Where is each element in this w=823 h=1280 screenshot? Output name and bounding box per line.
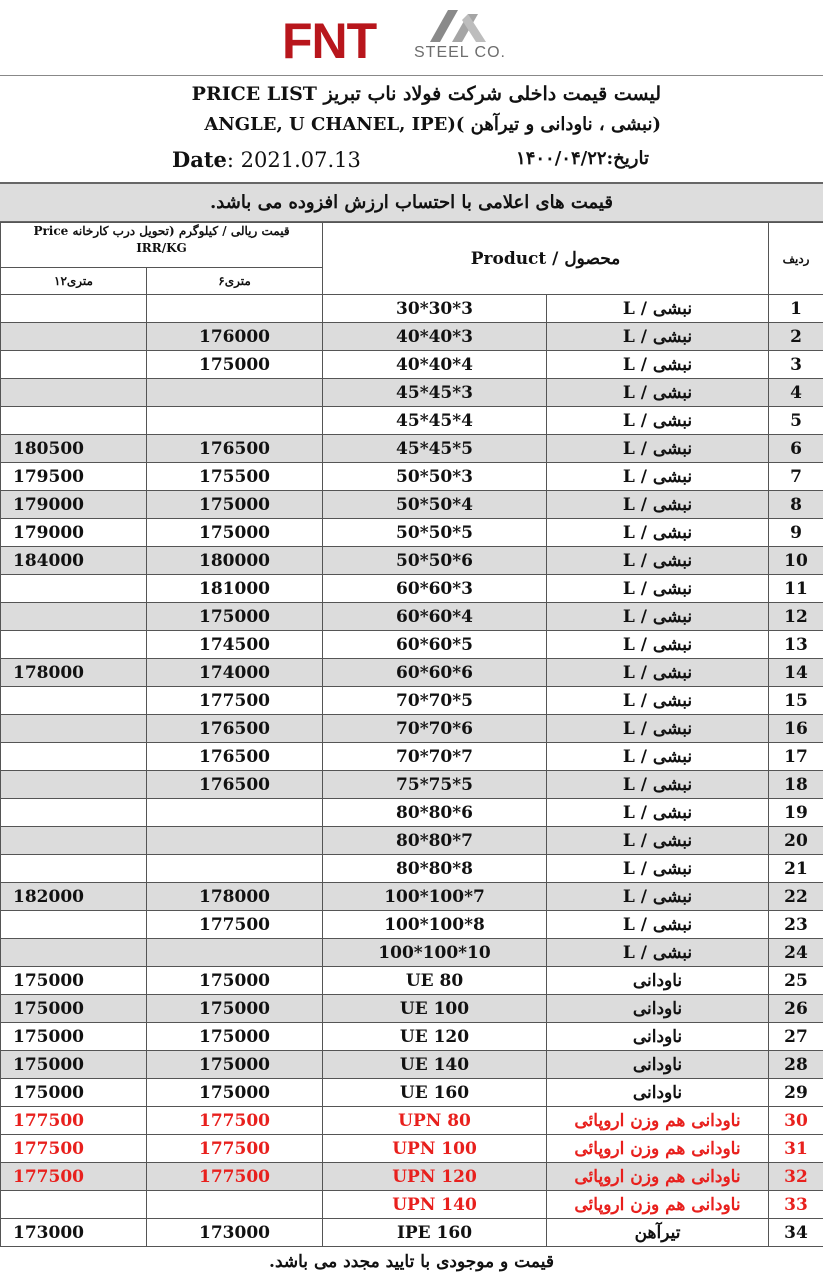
price-12m-cell: 177500: [1, 1135, 147, 1163]
row-number-cell: 32: [769, 1163, 823, 1191]
product-name-cell: نبشی / L: [547, 351, 769, 379]
product-size-cell: 70*70*6: [323, 715, 547, 743]
row-number-cell: 2: [769, 323, 823, 351]
table-row: [1, 799, 823, 827]
table-row: [1, 939, 823, 967]
price-12m-cell: 177500: [1, 1107, 147, 1135]
price-6m-cell: 175000: [147, 1079, 323, 1107]
product-name-cell: نبشی / L: [547, 743, 769, 771]
price-6m-cell: 181000: [147, 575, 323, 603]
table-row: [1, 351, 823, 379]
price-12m-cell: [1, 771, 147, 799]
product-size-cell: IPE 160: [323, 1219, 547, 1247]
price-6m-cell: 175000: [147, 491, 323, 519]
row-number-cell: 14: [769, 659, 823, 687]
price-12m-header: ۱۲متری: [1, 268, 147, 295]
row-number-cell: 17: [769, 743, 823, 771]
price-12m-cell: 179000: [1, 519, 147, 547]
price-6m-cell: 173000: [147, 1219, 323, 1247]
price-12m-cell: [1, 295, 147, 323]
price-6m-cell: 175000: [147, 519, 323, 547]
table-row: [1, 687, 823, 715]
table-row: [1, 1107, 823, 1135]
price-6m-cell: [147, 295, 323, 323]
row-number-cell: 28: [769, 1051, 823, 1079]
price-12m-cell: 184000: [1, 547, 147, 575]
price-6m-cell: 177500: [147, 1135, 323, 1163]
row-number-cell: 22: [769, 883, 823, 911]
table-row: [1, 1163, 823, 1191]
price-12m-cell: 177500: [1, 1163, 147, 1191]
table-row: [1, 883, 823, 911]
price-12m-cell: [1, 407, 147, 435]
row-number-cell: 25: [769, 967, 823, 995]
price-6m-cell: 176500: [147, 715, 323, 743]
row-number-cell: 1: [769, 295, 823, 323]
table-row: [1, 491, 823, 519]
table-row: [1, 743, 823, 771]
product-size-cell: 50*50*5: [323, 519, 547, 547]
row-number-cell: 6: [769, 435, 823, 463]
price-6m-cell: 175000: [147, 967, 323, 995]
row-number-cell: 20: [769, 827, 823, 855]
vat-note: قیمت های اعلامی با احتساب ارزش افزوده می باشد.: [0, 182, 823, 222]
price-6m-cell: 175000: [147, 995, 323, 1023]
product-size-cell: 100*100*7: [323, 883, 547, 911]
product-name-cell: نبشی / L: [547, 491, 769, 519]
price-6m-cell: 176000: [147, 323, 323, 351]
product-size-cell: 80*80*8: [323, 855, 547, 883]
product-name-cell: ناودانی هم وزن اروپائی: [547, 1191, 769, 1219]
row-number-header: ردیف: [769, 223, 823, 295]
title-line-1: لیست قیمت داخلی شرکت فولاد ناب تبریز PRICE LIST: [191, 83, 661, 105]
table-row: [1, 603, 823, 631]
product-size-cell: 70*70*5: [323, 687, 547, 715]
product-name-cell: نبشی / L: [547, 911, 769, 939]
brand-logo-text: FNT: [282, 13, 377, 69]
row-number-cell: 12: [769, 603, 823, 631]
price-6m-cell: 175000: [147, 603, 323, 631]
product-size-cell: 60*60*6: [323, 659, 547, 687]
price-12m-cell: 175000: [1, 995, 147, 1023]
row-number-cell: 27: [769, 1023, 823, 1051]
price-12m-cell: 180500: [1, 435, 147, 463]
date-persian: تاریخ:۱۴۰۰/۰۴/۲۲: [516, 148, 649, 169]
title-line-2: (نبشی ، ناودانی و تیرآهن )(ANGLE, U CHANEL, IPE: [204, 114, 661, 135]
price-6m-cell: 176500: [147, 743, 323, 771]
document-header: [0, 0, 823, 78]
table-row: [1, 463, 823, 491]
product-name-cell: نبشی / L: [547, 715, 769, 743]
product-name-cell: ناودانی: [547, 967, 769, 995]
price-12m-cell: 175000: [1, 967, 147, 995]
header-divider: [0, 75, 823, 76]
date-gregorian: [172, 147, 361, 172]
row-number-cell: 4: [769, 379, 823, 407]
table-row: [1, 519, 823, 547]
row-number-cell: 26: [769, 995, 823, 1023]
product-size-cell: 100*100*10: [323, 939, 547, 967]
price-6m-cell: 177500: [147, 687, 323, 715]
product-size-cell: UPN 100: [323, 1135, 547, 1163]
product-size-cell: 60*60*4: [323, 603, 547, 631]
product-size-cell: 30*30*3: [323, 295, 547, 323]
product-name-cell: ناودانی هم وزن اروپائی: [547, 1163, 769, 1191]
product-name-cell: نبشی / L: [547, 687, 769, 715]
price-12m-cell: 175000: [1, 1023, 147, 1051]
product-name-cell: نبشی / L: [547, 939, 769, 967]
row-number-cell: 18: [769, 771, 823, 799]
price-6m-cell: 177500: [147, 1163, 323, 1191]
product-name-cell: نبشی / L: [547, 575, 769, 603]
footer-note: قیمت و موجودی با تایید مجدد می باشد.: [269, 1252, 554, 1272]
product-size-cell: 50*50*3: [323, 463, 547, 491]
product-size-cell: 45*45*4: [323, 407, 547, 435]
price-12m-cell: 175000: [1, 1079, 147, 1107]
product-name-cell: نبشی / L: [547, 295, 769, 323]
price-6m-header: ۶متری: [147, 268, 323, 295]
table-row: [1, 1079, 823, 1107]
row-number-cell: 29: [769, 1079, 823, 1107]
row-number-cell: 33: [769, 1191, 823, 1219]
table-row: [1, 659, 823, 687]
product-name-cell: نبشی / L: [547, 827, 769, 855]
brand-logo-subtitle: STEEL CO.: [414, 44, 506, 61]
price-6m-cell: [147, 407, 323, 435]
price-6m-cell: 180000: [147, 547, 323, 575]
product-name-cell: نبشی / L: [547, 883, 769, 911]
product-size-cell: UE 80: [323, 967, 547, 995]
table-row: [1, 547, 823, 575]
price-12m-cell: [1, 939, 147, 967]
table-row: [1, 407, 823, 435]
product-size-cell: UE 120: [323, 1023, 547, 1051]
price-12m-cell: [1, 351, 147, 379]
product-name-cell: نبشی / L: [547, 323, 769, 351]
table-row: [1, 631, 823, 659]
price-6m-cell: 175000: [147, 351, 323, 379]
table-row: [1, 1191, 823, 1219]
product-size-cell: UPN 80: [323, 1107, 547, 1135]
product-size-cell: UPN 120: [323, 1163, 547, 1191]
title-block: [0, 80, 823, 180]
product-size-cell: 50*50*6: [323, 547, 547, 575]
product-size-cell: 75*75*5: [323, 771, 547, 799]
price-12m-cell: [1, 827, 147, 855]
row-number-cell: 21: [769, 855, 823, 883]
price-12m-cell: [1, 911, 147, 939]
row-number-cell: 9: [769, 519, 823, 547]
product-name-cell: ناودانی: [547, 1079, 769, 1107]
price-12m-cell: 173000: [1, 1219, 147, 1247]
product-name-cell: ناودانی: [547, 1051, 769, 1079]
row-number-cell: 16: [769, 715, 823, 743]
price-6m-cell: [147, 939, 323, 967]
row-number-cell: 11: [769, 575, 823, 603]
table-row: [1, 827, 823, 855]
table-row: [1, 995, 823, 1023]
product-name-cell: نبشی / L: [547, 631, 769, 659]
table-row: [1, 323, 823, 351]
product-name-cell: نبشی / L: [547, 463, 769, 491]
product-size-cell: 45*45*3: [323, 379, 547, 407]
product-name-cell: نبشی / L: [547, 547, 769, 575]
price-6m-cell: 177500: [147, 911, 323, 939]
price-table: [0, 222, 823, 1247]
product-name-cell: نبشی / L: [547, 799, 769, 827]
table-row: [1, 1051, 823, 1079]
product-name-cell: نبشی / L: [547, 435, 769, 463]
product-size-cell: 40*40*3: [323, 323, 547, 351]
price-6m-cell: 174000: [147, 659, 323, 687]
price-6m-cell: 176500: [147, 771, 323, 799]
table-row: [1, 435, 823, 463]
price-6m-cell: [147, 827, 323, 855]
date-value: : 2021.07.13: [226, 148, 361, 172]
product-name-cell: نبشی / L: [547, 855, 769, 883]
table-row: [1, 575, 823, 603]
row-number-cell: 10: [769, 547, 823, 575]
product-name-cell: ناودانی هم وزن اروپائی: [547, 1135, 769, 1163]
product-size-cell: UE 160: [323, 1079, 547, 1107]
price-12m-cell: [1, 715, 147, 743]
row-number-cell: 8: [769, 491, 823, 519]
product-name-cell: ناودانی: [547, 1023, 769, 1051]
fnt-logo-mark-icon: [422, 6, 492, 44]
product-size-cell: 80*80*7: [323, 827, 547, 855]
price-12m-cell: [1, 603, 147, 631]
product-name-cell: ناودانی هم وزن اروپائی: [547, 1107, 769, 1135]
product-name-cell: نبشی / L: [547, 659, 769, 687]
row-number-cell: 24: [769, 939, 823, 967]
table-row: [1, 967, 823, 995]
product-size-cell: 40*40*4: [323, 351, 547, 379]
table-row: [1, 715, 823, 743]
price-6m-cell: 174500: [147, 631, 323, 659]
row-number-cell: 5: [769, 407, 823, 435]
product-column-header: Product / محصول: [323, 223, 769, 295]
product-name-cell: نبشی / L: [547, 407, 769, 435]
product-size-cell: 80*80*6: [323, 799, 547, 827]
price-unit: IRR/KG: [136, 241, 187, 255]
price-12m-cell: [1, 1191, 147, 1219]
product-size-cell: 45*45*5: [323, 435, 547, 463]
row-number-cell: 13: [769, 631, 823, 659]
product-size-cell: UE 140: [323, 1051, 547, 1079]
product-size-cell: UE 100: [323, 995, 547, 1023]
product-size-cell: 60*60*3: [323, 575, 547, 603]
table-row: [1, 295, 823, 323]
price-12m-cell: [1, 743, 147, 771]
row-number-cell: 30: [769, 1107, 823, 1135]
price-6m-cell: [147, 1191, 323, 1219]
product-name-cell: ناودانی: [547, 995, 769, 1023]
price-6m-cell: [147, 799, 323, 827]
price-header-text: قیمت ریالی / کیلوگرم (تحویل درب کارخانه Price: [33, 224, 290, 238]
price-6m-cell: 175500: [147, 463, 323, 491]
price-6m-cell: [147, 855, 323, 883]
row-number-cell: 3: [769, 351, 823, 379]
price-12m-cell: 179000: [1, 491, 147, 519]
row-number-cell: 34: [769, 1219, 823, 1247]
price-12m-cell: [1, 379, 147, 407]
product-size-cell: 60*60*5: [323, 631, 547, 659]
row-number-cell: 15: [769, 687, 823, 715]
price-12m-cell: [1, 855, 147, 883]
price-12m-cell: [1, 799, 147, 827]
price-6m-cell: 175000: [147, 1051, 323, 1079]
product-size-cell: 50*50*4: [323, 491, 547, 519]
table-row: [1, 1219, 823, 1247]
product-name-cell: نبشی / L: [547, 771, 769, 799]
product-name-cell: تیرآهن: [547, 1219, 769, 1247]
price-12m-cell: 182000: [1, 883, 147, 911]
row-number-cell: 19: [769, 799, 823, 827]
product-size-cell: 70*70*7: [323, 743, 547, 771]
table-row: [1, 379, 823, 407]
row-number-cell: 31: [769, 1135, 823, 1163]
price-12m-cell: 178000: [1, 659, 147, 687]
product-size-cell: UPN 140: [323, 1191, 547, 1219]
table-row: [1, 855, 823, 883]
table-row: [1, 1135, 823, 1163]
price-6m-cell: 178000: [147, 883, 323, 911]
product-name-cell: نبشی / L: [547, 603, 769, 631]
price-12m-cell: 175000: [1, 1051, 147, 1079]
product-size-cell: 100*100*8: [323, 911, 547, 939]
row-number-cell: 7: [769, 463, 823, 491]
price-12m-cell: 179500: [1, 463, 147, 491]
price-12m-cell: [1, 323, 147, 351]
price-6m-cell: 176500: [147, 435, 323, 463]
price-6m-cell: 177500: [147, 1107, 323, 1135]
price-12m-cell: [1, 631, 147, 659]
price-12m-cell: [1, 687, 147, 715]
row-number-cell: 23: [769, 911, 823, 939]
price-6m-cell: 175000: [147, 1023, 323, 1051]
table-row: [1, 1023, 823, 1051]
price-column-header: [1, 223, 323, 268]
table-row: [1, 771, 823, 799]
price-6m-cell: [147, 379, 323, 407]
table-row: [1, 911, 823, 939]
product-name-cell: نبشی / L: [547, 519, 769, 547]
price-12m-cell: [1, 575, 147, 603]
product-name-cell: نبشی / L: [547, 379, 769, 407]
date-label: Date: [172, 147, 227, 172]
